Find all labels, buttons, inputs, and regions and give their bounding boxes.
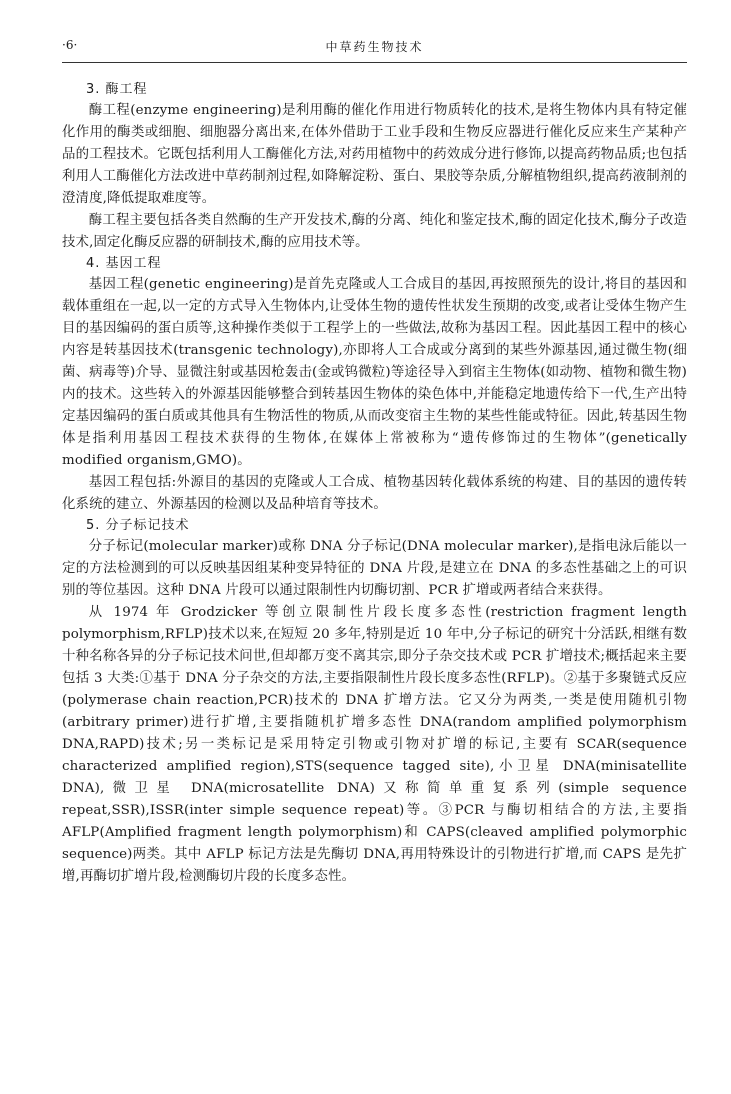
section-heading-molecular-marker: 5. 分子标记技术: [86, 518, 190, 533]
paragraph: 分子标记(molecular marker)或称 DNA 分子标记(DNA molecular marker),是指电泳后能以一定的方法检测到的可以反映基因组某种变异特征的 DNA 片段,是建立在 DNA 的多态性基础之上的可识别的等位基因。这种 DNA 片段可以通过限制性内切酶切割、PCR 扩增或两者结合来获得。: [62, 539, 687, 598]
page-number: ·6·: [62, 38, 78, 52]
paragraph: 酶工程(enzyme engineering)是利用酶的催化作用进行物质转化的技术,是将生物体内具有特定催化作用的酶类或细胞、细胞器分离出来,在体外借助于工业手段和生物反应器进行催化反应来生产某种产品的工程技术。它既包括利用人工酶催化方法,对药用植物中的药效成分进行修饰,以提高药物品质;也包括利用人工酶催化方法改进中草药制剂过程,如降解淀粉、蛋白、果胶等杂质,分解植物组织,提高药液制剂的澄清度,降低提取难度等。: [62, 103, 687, 206]
paragraph: 基因工程(genetic engineering)是首先克隆或人工合成目的基因,再按照预先的设计,将目的基因和载体重组在一起,以一定的方式导入生物体内,让受体生物的遗传性状发生预期的改变,或者让受体生物产生目的基因编码的蛋白质等,这种操作类似于工程学上的一些做法,故称为基因工程。因此基因工程中的核心内容是转基因技术(transgenic technology),亦即将人工合成或分离到的某些外源基因,通过微生物(细菌、病毒等)介导、显微注射或基因枪轰击(金或钨微粒)等途径导入到宿主生物体(如动物、植物和微生物)内的技术。这些转入的外源基因能够整合到转基因生物体的染色体中,并能稳定地遗传给下一代,生产出特定基因编码的蛋白质或其他具有生物活性的物质,从而改变宿主生物的某些性能或特征。因此,转基因生物体是指利用基因工程技术获得的生物体,在媒体上常被称为“遗传修饰过的生物体”(genetically modified organism,GMO)。: [62, 277, 687, 468]
paragraph: 从 1974 年 Grodzicker 等创立限制性片段长度多态性(restriction fragment length polymorphism,RFLP)技术以来,在短短 20 多年,特别是近 10 年中,分子标记的研究十分活跃,相继有数十种名称各异的分子标记技术问世,但却都万变不离其宗,即分子杂交技术或 PCR 扩增技术;概括起来主要包括 3 大类:①基于 DNA 分子杂交的方法,主要指限制性片段长度多态性(RFLP)。②基于多聚链式反应(polymerase chain reaction,PCR)技术的 DNA 扩增方法。它又分为两类,一类是使用随机引物(arbitrary primer)进行扩增,主要指随机扩增多态性 DNA(random amplified polymorphism DNA,RAPD)技术;另一类标记是采用特定引物或引物对扩增的标记,主要有 SCAR(sequence characterized amplified region),STS(sequence tagged site),小卫星 DNA(minisatellite DNA),微卫星 DNA(microsatellite DNA)又称简单重复系列(simple sequence repeat,SSR),ISSR(inter simple sequence repeat)等。③PCR 与酶切相结合的方法,主要指 AFLP(Amplified fragment length polymorphism)和 CAPS(cleaved amplified polymorphic sequence)两类。其中 AFLP 标记方法是先酶切 DNA,再用特殊设计的引物进行扩增,而 CAPS 是先扩增,再酶切扩增片段,检测酶切片段的长度多态性。: [62, 605, 687, 884]
page-header: [62, 34, 687, 63]
paragraph: 基因工程包括:外源目的基因的克隆或人工合成、植物基因转化载体系统的构建、目的基因的遗传转化系统的建立、外源基因的检测以及品种培育等技术。: [62, 475, 687, 512]
section-heading-enzyme-engineering: 3. 酶工程: [86, 82, 148, 97]
section-heading-genetic-engineering: 4. 基因工程: [86, 256, 162, 271]
running-title: 中草药生物技术: [325, 40, 424, 54]
body-text: [62, 80, 687, 888]
paragraph: 酶工程主要包括各类自然酶的生产开发技术,酶的分离、纯化和鉴定技术,酶的固定化技术,酶分子改造技术,固定化酶反应器的研制技术,酶的应用技术等。: [62, 213, 687, 250]
